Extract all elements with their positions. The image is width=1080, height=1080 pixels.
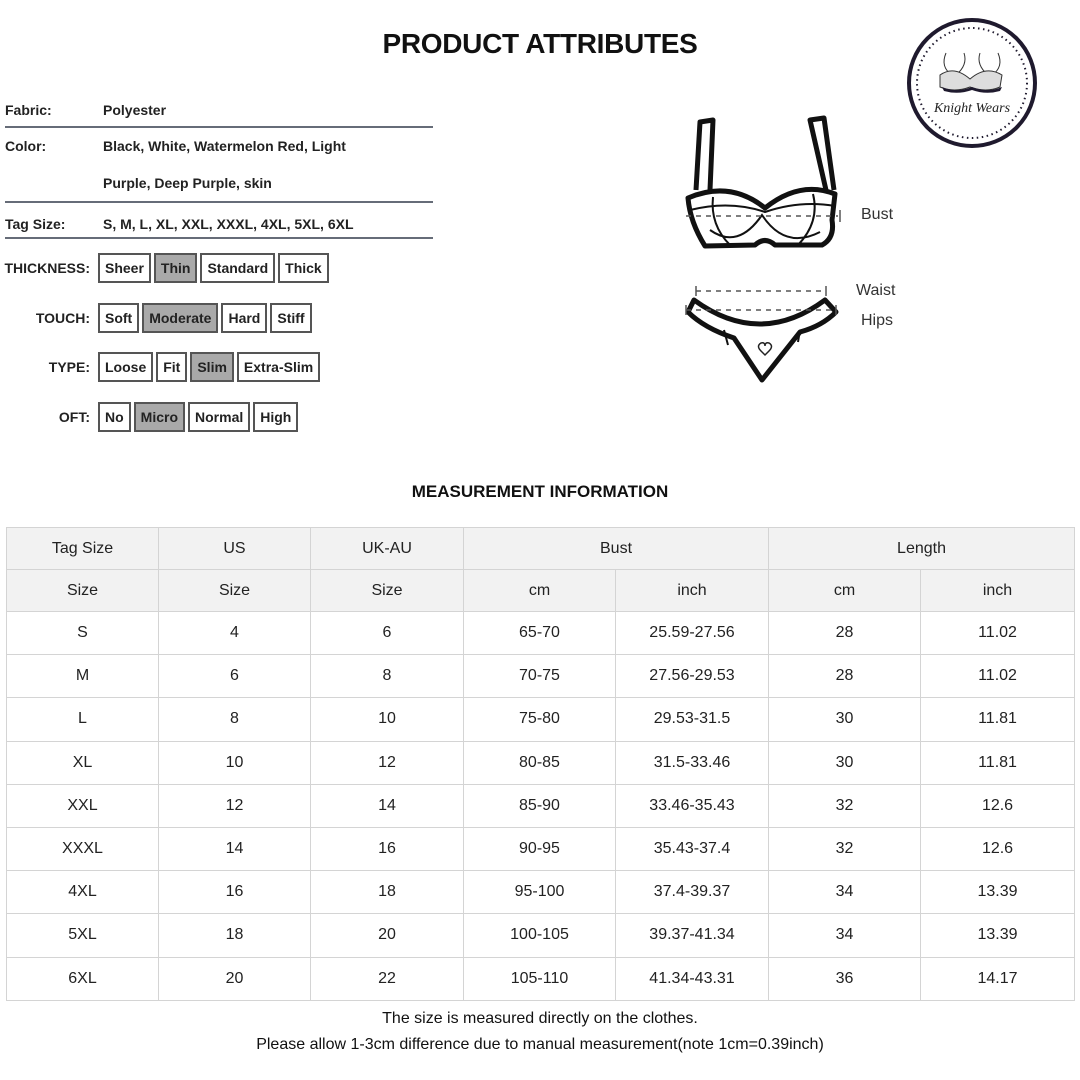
option-thin-selected: Thin bbox=[154, 253, 198, 283]
table-cell: 70-75 bbox=[464, 655, 616, 698]
table-cell: 12 bbox=[159, 784, 311, 827]
table-cell: 100-105 bbox=[464, 914, 616, 957]
header-cell: inch bbox=[921, 570, 1075, 612]
waist-label: Waist bbox=[856, 282, 896, 299]
scale-oft bbox=[0, 401, 301, 433]
measurement-title: MEASUREMENT INFORMATION bbox=[411, 482, 669, 501]
brand-logo bbox=[906, 17, 1038, 149]
bust-label: Bust bbox=[861, 206, 894, 223]
header-cell: Bust bbox=[464, 528, 769, 570]
note-line-2: Please allow 1-3cm difference due to manual measurement(note 1cm=0.39inch) bbox=[256, 1036, 824, 1053]
table-row bbox=[7, 914, 1075, 957]
table-row bbox=[7, 741, 1075, 784]
header-cell: UK-AU bbox=[311, 528, 464, 570]
table-cell: 16 bbox=[311, 827, 464, 870]
tag-size-label: Tag Size: bbox=[5, 216, 66, 232]
table-cell: 18 bbox=[311, 871, 464, 914]
table-cell: 14.17 bbox=[921, 957, 1075, 1000]
scale-type bbox=[0, 351, 323, 383]
attr-row-fabric bbox=[5, 92, 433, 128]
option-fit: Fit bbox=[156, 352, 187, 382]
table-cell: 10 bbox=[159, 741, 311, 784]
table-row bbox=[7, 655, 1075, 698]
scale-touch bbox=[0, 302, 315, 334]
header-cell: cm bbox=[464, 570, 616, 612]
page-title: PRODUCT ATTRIBUTES bbox=[382, 28, 698, 59]
option-micro-selected: Micro bbox=[134, 402, 185, 432]
table-cell: 4 bbox=[159, 612, 311, 655]
table-cell: 36 bbox=[769, 957, 921, 1000]
option-hard: Hard bbox=[221, 303, 267, 333]
tag-size-value: S, M, L, XL, XXL, XXXL, 4XL, 5XL, 6XL bbox=[103, 216, 354, 232]
table-cell: 6XL bbox=[7, 957, 159, 1000]
color-value-line1: Black, White, Watermelon Red, Light bbox=[103, 138, 346, 154]
table-cell: 6 bbox=[311, 612, 464, 655]
table-cell: XL bbox=[7, 741, 159, 784]
table-cell: L bbox=[7, 698, 159, 741]
header-cell: Tag Size bbox=[7, 528, 159, 570]
table-cell: 28 bbox=[769, 612, 921, 655]
attribute-table bbox=[5, 92, 433, 239]
scale-label: OFT: bbox=[58, 409, 90, 425]
table-cell: 31.5-33.46 bbox=[616, 741, 769, 784]
table-cell: 30 bbox=[769, 698, 921, 741]
header-row-2 bbox=[7, 570, 1075, 612]
table-cell: 22 bbox=[311, 957, 464, 1000]
table-cell: 37.4-39.37 bbox=[616, 871, 769, 914]
table-cell: 39.37-41.34 bbox=[616, 914, 769, 957]
table-cell: 75-80 bbox=[464, 698, 616, 741]
table-cell: 18 bbox=[159, 914, 311, 957]
table-cell: 29.53-31.5 bbox=[616, 698, 769, 741]
table-row bbox=[7, 698, 1075, 741]
option-moderate-selected: Moderate bbox=[142, 303, 218, 333]
option-thick: Thick bbox=[278, 253, 329, 283]
table-cell: XXXL bbox=[7, 827, 159, 870]
table-cell: 41.34-43.31 bbox=[616, 957, 769, 1000]
scale-label: THICKNESS: bbox=[4, 260, 90, 276]
option-stiff: Stiff bbox=[270, 303, 311, 333]
table-cell: 90-95 bbox=[464, 827, 616, 870]
option-high: High bbox=[253, 402, 298, 432]
table-cell: 8 bbox=[159, 698, 311, 741]
table-cell: 20 bbox=[311, 914, 464, 957]
table-cell: M bbox=[7, 655, 159, 698]
header-cell: cm bbox=[769, 570, 921, 612]
color-value-line2: Purple, Deep Purple, skin bbox=[103, 175, 272, 191]
table-cell: 34 bbox=[769, 871, 921, 914]
option-sheer: Sheer bbox=[98, 253, 151, 283]
bra-logo-icon bbox=[906, 17, 1038, 149]
option-soft: Soft bbox=[98, 303, 139, 333]
measurement-diagram bbox=[670, 110, 920, 390]
header-cell: US bbox=[159, 528, 311, 570]
table-cell: 25.59-27.56 bbox=[616, 612, 769, 655]
option-standard: Standard bbox=[200, 253, 275, 283]
option-loose: Loose bbox=[98, 352, 153, 382]
header-cell: Length bbox=[769, 528, 1075, 570]
table-cell: 30 bbox=[769, 741, 921, 784]
table-cell: 14 bbox=[159, 827, 311, 870]
table-cell: 10 bbox=[311, 698, 464, 741]
table-cell: 35.43-37.4 bbox=[616, 827, 769, 870]
attr-row-color bbox=[5, 128, 433, 203]
table-cell: 6 bbox=[159, 655, 311, 698]
scale-label: TYPE: bbox=[48, 359, 90, 375]
table-row bbox=[7, 827, 1075, 870]
fabric-value: Polyester bbox=[103, 102, 167, 118]
header-cell: Size bbox=[159, 570, 311, 612]
header-row-1 bbox=[7, 528, 1075, 570]
table-cell: 95-100 bbox=[464, 871, 616, 914]
header-cell: Size bbox=[311, 570, 464, 612]
table-cell: 11.02 bbox=[921, 655, 1075, 698]
hips-label: Hips bbox=[861, 312, 894, 329]
table-cell: 12 bbox=[311, 741, 464, 784]
note-line-1: The size is measured directly on the clothes. bbox=[382, 1010, 698, 1027]
table-cell: 11.81 bbox=[921, 741, 1075, 784]
table-cell: 11.81 bbox=[921, 698, 1075, 741]
svg-text:Knight Wears: Knight Wears bbox=[933, 101, 1011, 116]
table-cell: 34 bbox=[769, 914, 921, 957]
scale-thickness bbox=[0, 252, 332, 284]
color-label: Color: bbox=[5, 138, 47, 154]
table-cell: 33.46-35.43 bbox=[616, 784, 769, 827]
table-cell: 20 bbox=[159, 957, 311, 1000]
header-cell: inch bbox=[616, 570, 769, 612]
table-cell: 80-85 bbox=[464, 741, 616, 784]
scale-label: TOUCH: bbox=[35, 310, 90, 326]
option-no: No bbox=[98, 402, 131, 432]
table-cell: XXL bbox=[7, 784, 159, 827]
table-cell: 85-90 bbox=[464, 784, 616, 827]
table-cell: 11.02 bbox=[921, 612, 1075, 655]
color-value bbox=[103, 138, 433, 201]
table-cell: 12.6 bbox=[921, 784, 1075, 827]
table-cell: 5XL bbox=[7, 914, 159, 957]
table-cell: 4XL bbox=[7, 871, 159, 914]
bra-panty-diagram-icon bbox=[670, 110, 920, 390]
table-row bbox=[7, 871, 1075, 914]
table-cell: 27.56-29.53 bbox=[616, 655, 769, 698]
table-cell: 16 bbox=[159, 871, 311, 914]
option-normal: Normal bbox=[188, 402, 250, 432]
table-cell: 13.39 bbox=[921, 871, 1075, 914]
table-cell: 14 bbox=[311, 784, 464, 827]
table-row bbox=[7, 784, 1075, 827]
table-cell: 32 bbox=[769, 827, 921, 870]
table-cell: 8 bbox=[311, 655, 464, 698]
table-row bbox=[7, 957, 1075, 1000]
table-row bbox=[7, 612, 1075, 655]
table-cell: S bbox=[7, 612, 159, 655]
table-cell: 13.39 bbox=[921, 914, 1075, 957]
table-cell: 105-110 bbox=[464, 957, 616, 1000]
option-slim-selected: Slim bbox=[190, 352, 234, 382]
fabric-label: Fabric: bbox=[5, 102, 52, 118]
size-chart-table bbox=[6, 527, 1075, 1001]
table-cell: 65-70 bbox=[464, 612, 616, 655]
table-cell: 12.6 bbox=[921, 827, 1075, 870]
header-cell: Size bbox=[7, 570, 159, 612]
table-cell: 28 bbox=[769, 655, 921, 698]
table-cell: 32 bbox=[769, 784, 921, 827]
option-extra-slim: Extra-Slim bbox=[237, 352, 320, 382]
